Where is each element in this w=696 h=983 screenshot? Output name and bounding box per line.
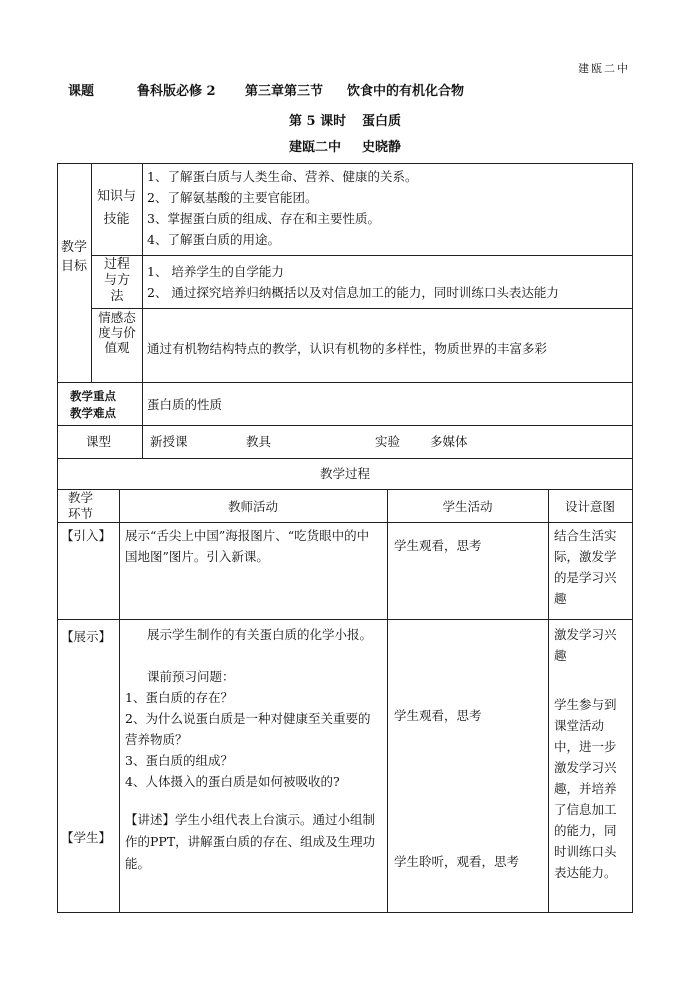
- intro-student-activity: 学生观看，思考: [394, 538, 482, 553]
- topic-label: 课题: [68, 84, 95, 99]
- knowledge-list: [147, 166, 417, 250]
- student-stage-label: 【学生】: [61, 830, 112, 845]
- course-type-value: 新授课: [150, 434, 188, 449]
- lesson-number: 第 5 课时: [289, 114, 347, 129]
- key-point-value: 蛋白质的性质: [147, 397, 223, 412]
- intro-stage-label: 【引入】: [61, 528, 112, 543]
- intro-teacher-activity: 展示“舌尖上中国”海报图片、“吃货眼中的中国地图”图片。引入新课。: [125, 528, 370, 564]
- knowledge-label: 知识与技能: [96, 189, 136, 227]
- design-intent-header: 设计意图: [564, 499, 615, 514]
- list-item: 2、 通过探究培养归纳概括以及对信息加工的能力，同时训练口头表达能力: [147, 285, 559, 300]
- list-item: 3、掌握蛋白质的组成、存在和主要性质。: [147, 211, 380, 226]
- stage-header-line-1: 教学: [68, 490, 94, 505]
- list-item: 2、为什么说蛋白质是一种对健康至关重要的营养物质？: [125, 711, 371, 747]
- tool-multimedia: 多媒体: [430, 434, 468, 449]
- show-stage-label: 【展示】: [61, 629, 112, 644]
- corner-school-mark: 建瓯二中: [578, 62, 630, 75]
- teacher-activity-header: 教师活动: [227, 499, 278, 514]
- emotion-attitude-label: 情感态度与价值观: [98, 310, 136, 355]
- list-item: 3、蛋白质的组成？: [125, 753, 233, 768]
- process-method-list: [147, 261, 559, 303]
- difficulty-label: 教学难点: [70, 406, 116, 420]
- teacher-name: 史晓静: [362, 140, 402, 155]
- show-teacher-intro: 展示学生制作的有关蛋白质的化学小报。: [147, 627, 373, 642]
- show-design-intent-1: 激发学习兴趣: [554, 627, 617, 663]
- chapter-name: 第三章第三节: [245, 84, 324, 99]
- list-item: 2、了解氨基酸的主要官能团。: [147, 190, 318, 205]
- student-activity-header: 学生活动: [442, 499, 493, 514]
- key-point-label: 教学重点: [70, 389, 116, 403]
- textbook-name: 鲁科版必修 2: [137, 84, 216, 99]
- lesson-topic: 蛋白质: [362, 114, 402, 129]
- school-name: 建瓯二中: [289, 140, 342, 155]
- stage-header-line-2: 环节: [68, 506, 94, 521]
- intro-design-intent: 结合生活实际，激发学的是学习兴趣: [554, 528, 617, 606]
- list-item: 1、 培养学生的自学能力: [147, 264, 284, 279]
- teaching-tools-label: 教具: [246, 434, 272, 449]
- list-item: 4、了解蛋白质的用途。: [147, 232, 280, 247]
- emotion-attitude-text: 通过有机物结构特点的教学，认识有机物的多样性，物质世界的丰富多彩: [147, 341, 548, 356]
- list-item: 1、了解蛋白质与人类生命、营养、健康的关系。: [147, 169, 418, 184]
- objectives-group-label: 教学目标: [60, 240, 87, 274]
- list-item: 1、蛋白质的存在？: [125, 690, 233, 705]
- show-student-activity-2: 学生聆听，观看，思考: [394, 854, 520, 869]
- list-item: 4、人体摄入的蛋白质是如何被吸收的?: [125, 774, 340, 789]
- teaching-process-title: 教学过程: [319, 466, 370, 481]
- show-design-intent-2: 学生参与到课堂活动中，进一步激发学习兴趣，并培养了信息加工的能力，同时训练口头表达能力。: [554, 697, 617, 880]
- course-type-label: 课型: [86, 434, 112, 449]
- section-title: 饮食中的有机化合物: [347, 84, 465, 99]
- preview-questions-list: [125, 687, 381, 792]
- show-student-activity-1: 学生观看，思考: [394, 708, 482, 723]
- process-method-label: 过程与方法: [103, 257, 130, 304]
- tool-experiment: 实验: [375, 434, 401, 449]
- lecture-text: 【讲述】学生小组代表上台演示。通过小组制作的PPT，讲解蛋白质的存在、组成及生理功能。: [125, 812, 376, 871]
- preview-questions-title: 课前预习问题：: [147, 669, 235, 684]
